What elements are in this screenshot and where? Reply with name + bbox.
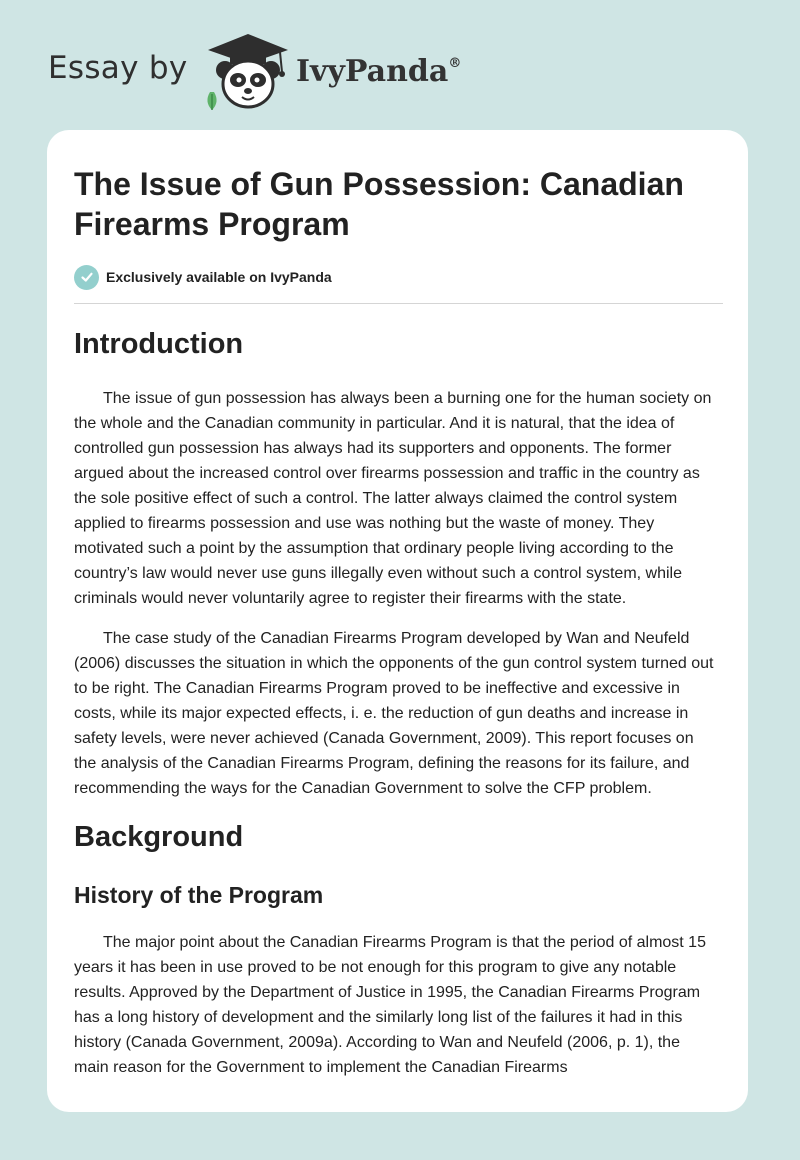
- intro-paragraph-1: The issue of gun possession has always been a burning one for the human society on the whole and the Canadian community in particular. And it is natural, that the idea of controlled gun possession has always had its supporters and opponents. The former argued about the increased control over firearms possession and traffic in the country as the sole positive effect of such a control. The latter always claimed the control system applied to firearms possession and use was nothing but the waste of money. They motivated such a point by the assumption that ordinary people living according to the country’s law would never use guns illegally even without such a control system, while criminals would never voluntarily agree to register their firearms with the state.: [74, 390, 712, 607]
- ivypanda-logo[interactable]: [202, 30, 294, 112]
- heading-history-of-the-program: History of the Program: [74, 882, 324, 908]
- panda-graduate-icon: [202, 30, 294, 112]
- heading-background: Background: [74, 821, 244, 853]
- divider: [74, 303, 723, 304]
- essay-title: The Issue of Gun Possession: Canadian Firearms Program: [74, 166, 684, 242]
- site-header: [0, 0, 800, 130]
- registered-mark: ®: [448, 56, 462, 71]
- exclusive-badge: [74, 264, 332, 290]
- exclusive-badge-text: Exclusively available on IvyPanda: [106, 269, 332, 285]
- background-paragraph-1: The major point about the Canadian Firearms Program is that the period of almost 15 years it has been in use proved to be not enough for this program to give any notable results. Approved by the Department of Justice in 1995, the Canadian Firearms Program has a long history of development and the similarly long list of the failures it had in this history (Canada Government, 2009a). According to Wan and Neufeld (2006, p. 1), the main reason for the Government to implement the Canadian Firearms: [74, 934, 706, 1076]
- essay-by-label: Essay by: [48, 50, 188, 86]
- essay-card: [47, 130, 748, 1112]
- intro-paragraph-2: The case study of the Canadian Firearms Program developed by Wan and Neufeld (2006) discusses the situation in which the opponents of the gun control system turned out to be right. The Canadian Firearms Program proved to be ineffective and excessive in costs, while its major expected effects, i. e. the reduction of gun deaths and increase in safety levels, were never achieved (Canada Government, 2009). This report focuses on the analysis of the Canadian Firearms Program, defining the reasons for its failure, and recommending the ways for the Canadian Government to solve the CFP problem.: [74, 630, 714, 797]
- brand-name[interactable]: IvyPanda®: [296, 54, 462, 89]
- check-icon: [74, 265, 99, 290]
- heading-introduction: Introduction: [74, 328, 244, 360]
